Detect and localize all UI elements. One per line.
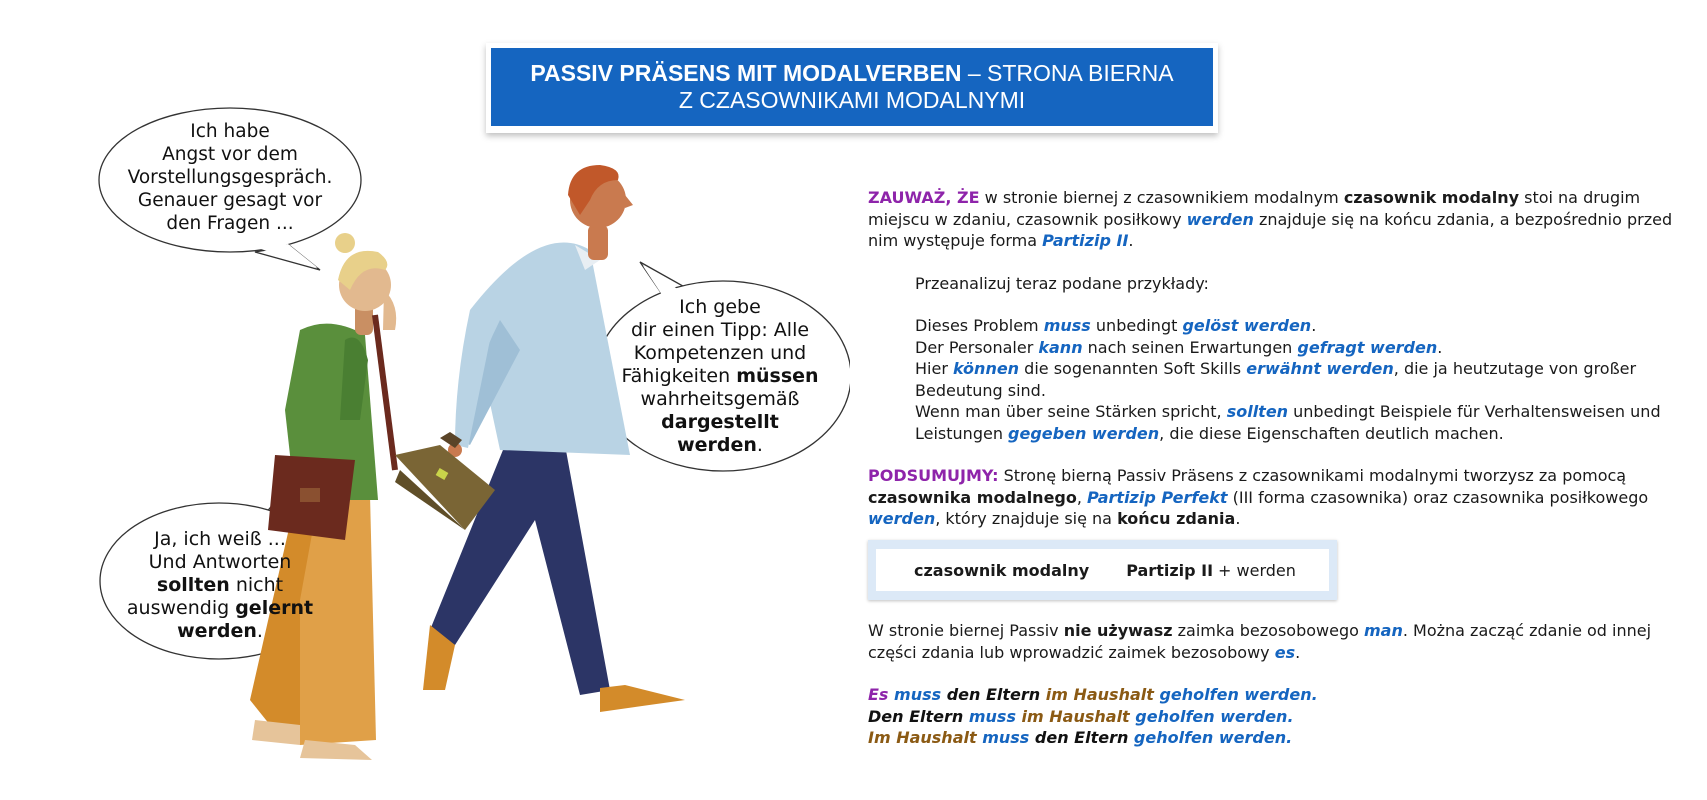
bubble-line: Vorstellungsgespräch.: [127, 167, 333, 188]
bubble-fragment: Fähigkeiten: [621, 365, 737, 387]
example-text: Wenn man über seine Stärken spricht,: [915, 402, 1227, 421]
bubble-line: Ich habe: [190, 121, 270, 142]
example-text: die sogenannten Soft Skills: [1019, 359, 1247, 378]
example-text: .: [1437, 337, 1443, 357]
bubble-line: Genauer gesagt vor: [137, 190, 323, 211]
es-note-text: W stronie biernej Passiv: [868, 621, 1064, 640]
example-sentence: [915, 315, 1688, 337]
es-fragment: muss: [976, 728, 1030, 747]
formula-partizip: Partizip II: [1126, 560, 1214, 580]
bubble-fragment: nicht: [229, 574, 284, 596]
example-modal: muss: [1043, 316, 1091, 335]
formula-werden: + werden: [1218, 560, 1296, 580]
bubble-text-man: [600, 296, 840, 457]
bubble-fragment: .: [756, 434, 763, 456]
bubble-text-woman-bottom: [110, 528, 330, 643]
es-section: [868, 620, 1688, 749]
es-example: [868, 684, 1688, 706]
es-fragment: im Haushalt: [1015, 706, 1130, 726]
example-text: unbedingt: [1090, 316, 1183, 335]
es-note-bold: nie używasz: [1063, 621, 1173, 640]
summary-text: ,: [1076, 487, 1088, 507]
es-fragment: geholfen werden.: [1153, 685, 1318, 704]
bubble-line: Kompetenzen und: [633, 342, 807, 364]
example-text: Der Personaler: [915, 337, 1039, 357]
bubble-line: [110, 620, 330, 643]
bubble-fragment: auswendig: [126, 597, 236, 619]
example-sentence: [915, 401, 1688, 444]
bubble-line: Angst vor dem: [162, 144, 298, 165]
example-passive: erwähnt werden: [1246, 359, 1394, 378]
summary-text: , który znajduje się na: [935, 509, 1118, 528]
bubble-line: Ja, ich weiß ...: [154, 528, 286, 550]
summary-text: Stronę bierną Passiv Präsens z czasownikami modalnymi tworzysz za pomocą: [998, 466, 1627, 485]
woman-figure: [250, 233, 396, 760]
example-modal: können: [952, 359, 1020, 378]
es-fragment: den Eltern: [941, 685, 1041, 704]
example-text: unbedingt Beispiele für Verhaltensweisen und Leistungen: [915, 402, 1661, 443]
example-sentence: [915, 337, 1688, 359]
bubble-line: Und Antworten: [148, 551, 292, 573]
summary-label: PODSUMUJMY:: [868, 466, 999, 485]
title-line-2: Z CZASOWNIKAMI MODALNYMI: [678, 87, 1026, 113]
title-rest: – STRONA BIERNA: [961, 60, 1174, 86]
es-fragment: geholfen werden.: [1128, 728, 1293, 747]
formula-modal: czasownik modalny: [914, 560, 1090, 580]
example-text: , die diese Eigenschaften deutlich machen.: [1159, 423, 1504, 443]
bubble-line: den Fragen ...: [166, 213, 294, 234]
bubble-bold: werden: [677, 434, 757, 456]
title-bold: PASSIV PRÄSENS MIT MODALVERBEN: [530, 60, 962, 86]
es-fragment: Den Eltern: [868, 706, 964, 726]
bubble-line: [600, 411, 840, 434]
summary-paragraph: [868, 465, 1688, 530]
example-text: .: [1311, 316, 1317, 335]
formula-box: [868, 540, 1337, 600]
example-modal: kann: [1038, 337, 1083, 357]
bubble-text-woman-top: [110, 120, 350, 235]
example-text: Hier: [915, 359, 953, 378]
bubble-bold: werden: [177, 620, 257, 642]
note-label: ZAUWAŻ, ŻE: [868, 188, 980, 207]
bubble-line: [600, 434, 840, 457]
example-passive: gelöst werden: [1182, 316, 1312, 335]
es-fragment: muss: [963, 706, 1016, 726]
es-example: [868, 727, 1688, 749]
note-bold: czasownik modalny: [1343, 188, 1520, 207]
es-fragment: Es: [868, 685, 889, 704]
note-text: znajduje się na końcu zdania, a bezpośrednio przed nim występuje forma: [868, 209, 1673, 250]
summary-text: .: [1235, 509, 1241, 528]
es-note-text: . Można zacząć zdanie od innej części zdania lub wprowadzić zaimek bezosobowy: [868, 621, 1652, 662]
summary-bold: końcu zdania: [1117, 509, 1236, 528]
bubble-bold: gelernt: [235, 597, 314, 619]
example-text: Dieses Problem: [915, 316, 1044, 335]
note-highlight: werden: [1186, 209, 1254, 229]
bubble-bold: müssen: [736, 365, 819, 387]
bubble-line: Ich gebe: [679, 296, 761, 318]
note-paragraph: [868, 187, 1688, 252]
summary-highlight: werden: [868, 509, 936, 528]
bubble-fragment: .: [256, 620, 263, 642]
analyze-instruction: Przeanalizuj teraz podane przykłady:: [915, 273, 1209, 293]
es-fragment: Im Haushalt: [868, 728, 977, 747]
es-note-paragraph: [868, 620, 1688, 663]
es-example: [868, 706, 1688, 728]
example-sentence: [915, 358, 1688, 401]
example-passive: gegeben werden: [1008, 423, 1160, 443]
es-note-highlight: man: [1363, 621, 1403, 640]
es-fragment: geholfen werden.: [1129, 706, 1294, 726]
bubble-bold: sollten: [156, 574, 230, 596]
examples-list: [915, 315, 1688, 444]
bubble-line: [110, 574, 330, 597]
note-text: .: [1128, 231, 1134, 250]
es-fragment: den Eltern: [1029, 728, 1129, 747]
es-fragment: muss: [888, 685, 942, 704]
bubble-bold: dargestellt: [661, 411, 779, 433]
summary-bold: czasownika modalnego: [868, 487, 1077, 507]
bubble-line: dir einen Tipp: Alle: [630, 319, 810, 341]
bubble-line: [600, 365, 840, 388]
es-note-text: zaimka bezosobowego: [1172, 621, 1364, 640]
example-passive: gefragt werden: [1297, 337, 1438, 357]
formula-inner: [876, 549, 1329, 591]
bubble-line: wahrheitsgemäß: [640, 388, 800, 410]
example-text: , die ja heutzutage von großer Bedeutung sind.: [915, 359, 1637, 400]
es-note-highlight: es: [1274, 642, 1296, 662]
explanation-content: [868, 187, 1688, 530]
example-modal: sollten: [1226, 402, 1289, 421]
note-text: stoi na drugim miejscu w zdaniu, czasownik posiłkowy: [868, 188, 1641, 229]
example-text: nach seinen Erwartungen: [1082, 337, 1298, 357]
summary-text: (III forma czasownika) oraz czasownika posiłkowego: [1227, 487, 1649, 507]
bubble-line: [110, 597, 330, 620]
note-text: w stronie biernej z czasownikiem modalnym: [979, 188, 1344, 207]
note-highlight: Partizip II: [1042, 231, 1129, 250]
summary-highlight: Partizip Perfekt: [1087, 487, 1228, 507]
es-fragment: im Haushalt: [1040, 685, 1154, 704]
es-note-text: .: [1295, 642, 1301, 662]
